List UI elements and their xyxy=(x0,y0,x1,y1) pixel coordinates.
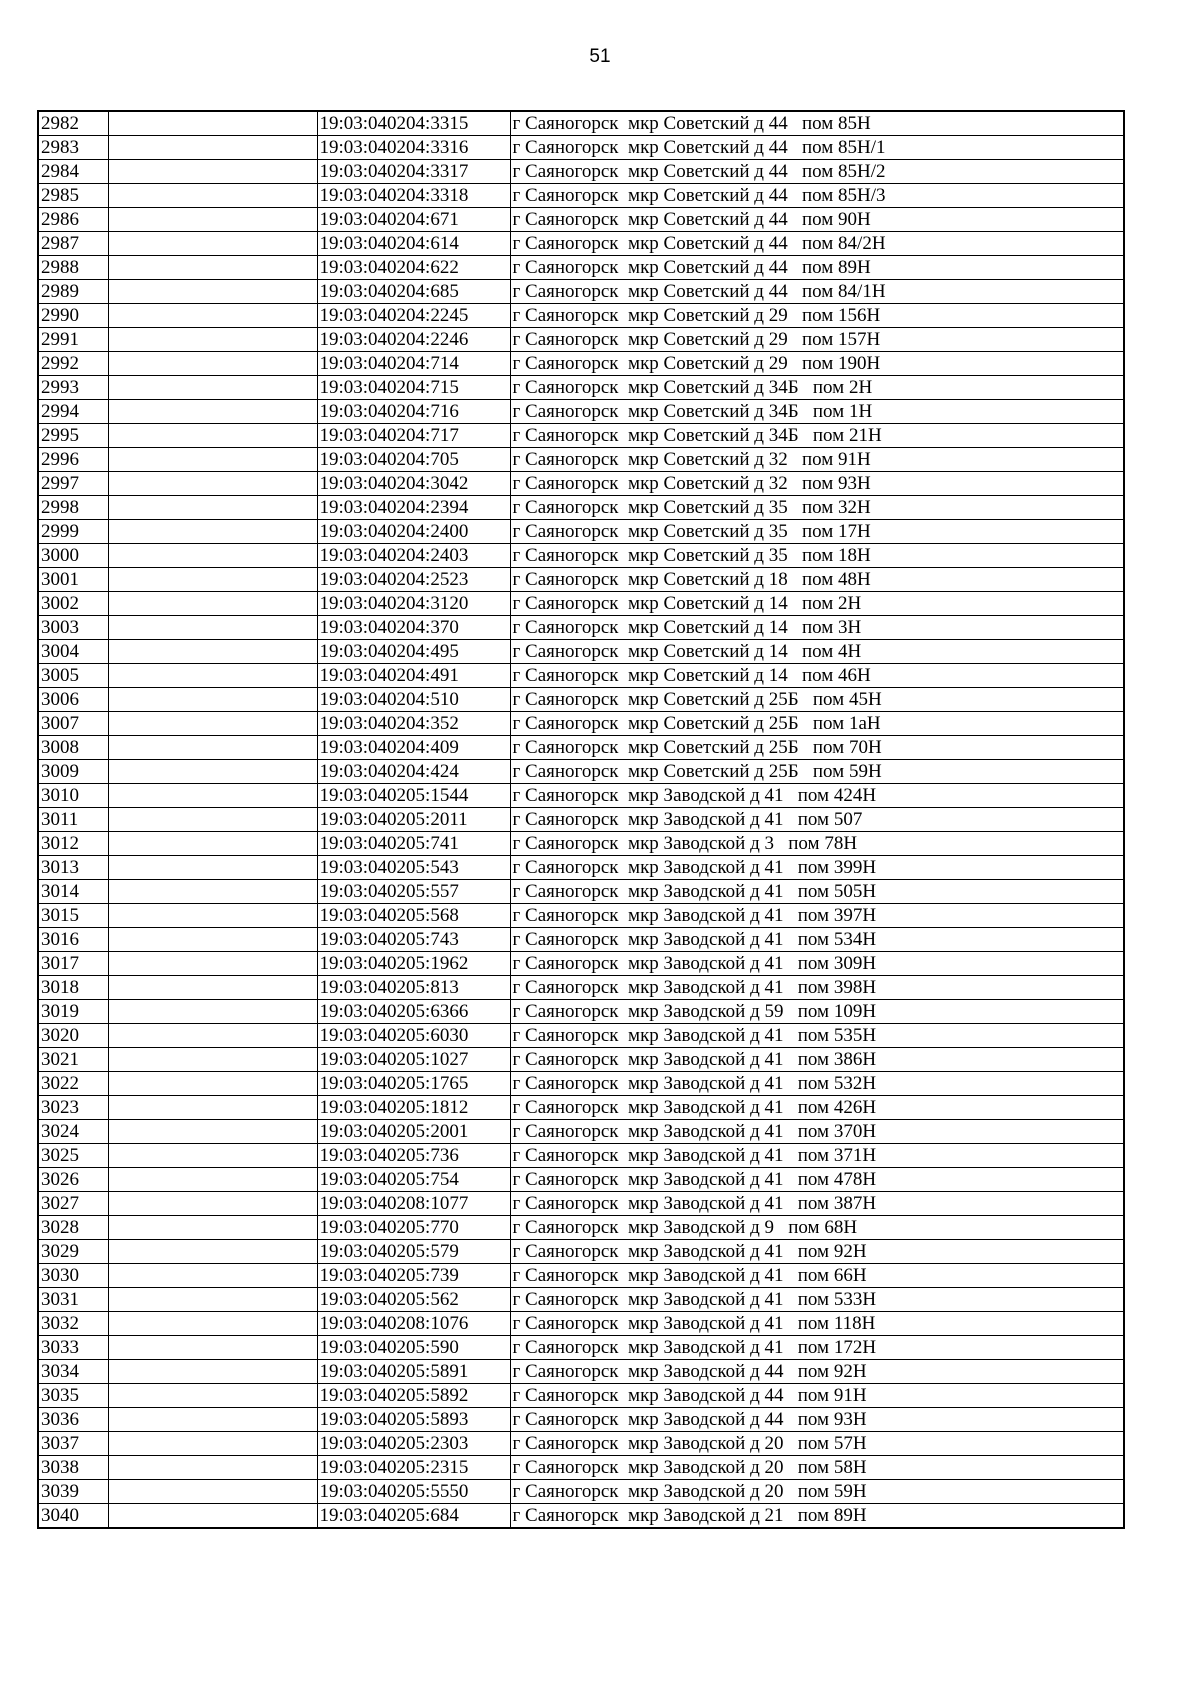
empty-cell xyxy=(108,256,317,280)
cadastral-number-cell: 19:03:040205:2315 xyxy=(317,1456,510,1480)
row-number-cell: 2988 xyxy=(38,256,108,280)
row-number-cell: 3014 xyxy=(38,880,108,904)
cadastral-number-cell: 19:03:040204:510 xyxy=(317,688,510,712)
table-row xyxy=(38,304,1124,328)
table-row xyxy=(38,1456,1124,1480)
cadastral-number-cell: 19:03:040205:6366 xyxy=(317,1000,510,1024)
row-number-cell: 3006 xyxy=(38,688,108,712)
table-row xyxy=(38,496,1124,520)
table-row xyxy=(38,376,1124,400)
empty-cell xyxy=(108,304,317,328)
table-row xyxy=(38,520,1124,544)
cadastral-number-cell: 19:03:040205:1544 xyxy=(317,784,510,808)
table-row xyxy=(38,1144,1124,1168)
cadastral-number-cell: 19:03:040204:409 xyxy=(317,736,510,760)
table-row xyxy=(38,232,1124,256)
address-cell: г Саяногорск мкр Советский д 35 пом 17Н xyxy=(510,520,1124,544)
empty-cell xyxy=(108,856,317,880)
row-number-cell: 3000 xyxy=(38,544,108,568)
empty-cell xyxy=(108,664,317,688)
cadastral-number-cell: 19:03:040204:705 xyxy=(317,448,510,472)
address-cell: г Саяногорск мкр Советский д 44 пом 89Н xyxy=(510,256,1124,280)
row-number-cell: 3016 xyxy=(38,928,108,952)
table-row xyxy=(38,1480,1124,1504)
cadastral-number-cell: 19:03:040205:1765 xyxy=(317,1072,510,1096)
empty-cell xyxy=(108,1504,317,1529)
empty-cell xyxy=(108,928,317,952)
cadastral-number-cell: 19:03:040205:1812 xyxy=(317,1096,510,1120)
empty-cell xyxy=(108,1000,317,1024)
row-number-cell: 2997 xyxy=(38,472,108,496)
empty-cell xyxy=(108,904,317,928)
cadastral-number-cell: 19:03:040204:424 xyxy=(317,760,510,784)
address-cell: г Саяногорск мкр Заводской д 20 пом 57Н xyxy=(510,1432,1124,1456)
empty-cell xyxy=(108,1288,317,1312)
row-number-cell: 3013 xyxy=(38,856,108,880)
table-row xyxy=(38,544,1124,568)
address-cell: г Саяногорск мкр Заводской д 41 пом 399Н xyxy=(510,856,1124,880)
table-row xyxy=(38,616,1124,640)
empty-cell xyxy=(108,1384,317,1408)
row-number-cell: 3027 xyxy=(38,1192,108,1216)
address-cell: г Саяногорск мкр Советский д 25Б пом 45Н xyxy=(510,688,1124,712)
row-number-cell: 2985 xyxy=(38,184,108,208)
table-row xyxy=(38,640,1124,664)
empty-cell xyxy=(108,184,317,208)
cadastral-number-cell: 19:03:040204:2523 xyxy=(317,568,510,592)
address-cell: г Саяногорск мкр Заводской д 44 пом 93Н xyxy=(510,1408,1124,1432)
empty-cell xyxy=(108,976,317,1000)
table-row xyxy=(38,1168,1124,1192)
cadastral-number-cell: 19:03:040205:543 xyxy=(317,856,510,880)
row-number-cell: 3040 xyxy=(38,1504,108,1529)
cadastral-number-cell: 19:03:040204:491 xyxy=(317,664,510,688)
row-number-cell: 3033 xyxy=(38,1336,108,1360)
table-row xyxy=(38,712,1124,736)
row-number-cell: 3034 xyxy=(38,1360,108,1384)
empty-cell xyxy=(108,136,317,160)
row-number-cell: 3022 xyxy=(38,1072,108,1096)
table-row xyxy=(38,784,1124,808)
table-row xyxy=(38,1384,1124,1408)
empty-cell xyxy=(108,1432,317,1456)
table-row xyxy=(38,1312,1124,1336)
table-row xyxy=(38,760,1124,784)
cadastral-number-cell: 19:03:040205:5891 xyxy=(317,1360,510,1384)
row-number-cell: 3008 xyxy=(38,736,108,760)
cadastral-number-cell: 19:03:040205:739 xyxy=(317,1264,510,1288)
address-cell: г Саяногорск мкр Советский д 44 пом 85Н/3 xyxy=(510,184,1124,208)
address-cell: г Саяногорск мкр Советский д 32 пом 91Н xyxy=(510,448,1124,472)
address-cell: г Саяногорск мкр Заводской д 41 пом 118Н xyxy=(510,1312,1124,1336)
address-cell: г Саяногорск мкр Советский д 29 пом 156Н xyxy=(510,304,1124,328)
address-cell: г Саяногорск мкр Советский д 44 пом 90Н xyxy=(510,208,1124,232)
row-number-cell: 2995 xyxy=(38,424,108,448)
row-number-cell: 3019 xyxy=(38,1000,108,1024)
address-cell: г Саяногорск мкр Заводской д 41 пом 535Н xyxy=(510,1024,1124,1048)
row-number-cell: 3021 xyxy=(38,1048,108,1072)
table-row xyxy=(38,736,1124,760)
address-cell: г Саяногорск мкр Заводской д 41 пом 387Н xyxy=(510,1192,1124,1216)
empty-cell xyxy=(108,1264,317,1288)
cadastral-number-cell: 19:03:040204:3317 xyxy=(317,160,510,184)
row-number-cell: 3002 xyxy=(38,592,108,616)
table-row xyxy=(38,1072,1124,1096)
address-cell: г Саяногорск мкр Заводской д 41 пом 426Н xyxy=(510,1096,1124,1120)
address-cell: г Саяногорск мкр Советский д 32 пом 93Н xyxy=(510,472,1124,496)
address-cell: г Саяногорск мкр Советский д 35 пом 32Н xyxy=(510,496,1124,520)
row-number-cell: 2998 xyxy=(38,496,108,520)
cadastral-number-cell: 19:03:040208:1076 xyxy=(317,1312,510,1336)
table-row xyxy=(38,448,1124,472)
table-row xyxy=(38,1024,1124,1048)
address-cell: г Саяногорск мкр Советский д 44 пом 84/1Н xyxy=(510,280,1124,304)
address-cell: г Саяногорск мкр Советский д 14 пом 2Н xyxy=(510,592,1124,616)
address-cell: г Саяногорск мкр Советский д 14 пом 3Н xyxy=(510,616,1124,640)
cadastral-number-cell: 19:03:040205:684 xyxy=(317,1504,510,1529)
row-number-cell: 3039 xyxy=(38,1480,108,1504)
row-number-cell: 2983 xyxy=(38,136,108,160)
row-number-cell: 2987 xyxy=(38,232,108,256)
empty-cell xyxy=(108,1168,317,1192)
table-row xyxy=(38,472,1124,496)
table-row xyxy=(38,592,1124,616)
table-row xyxy=(38,1408,1124,1432)
table-row xyxy=(38,352,1124,376)
empty-cell xyxy=(108,424,317,448)
empty-cell xyxy=(108,1072,317,1096)
table-row xyxy=(38,1240,1124,1264)
cadastral-number-cell: 19:03:040204:2394 xyxy=(317,496,510,520)
cadastral-number-cell: 19:03:040204:370 xyxy=(317,616,510,640)
row-number-cell: 3011 xyxy=(38,808,108,832)
address-cell: г Саяногорск мкр Советский д 25Б пом 59Н xyxy=(510,760,1124,784)
cadastral-number-cell: 19:03:040204:715 xyxy=(317,376,510,400)
address-cell: г Саяногорск мкр Заводской д 41 пом 505Н xyxy=(510,880,1124,904)
address-cell: г Саяногорск мкр Советский д 44 пом 85Н/1 xyxy=(510,136,1124,160)
registry-table-body xyxy=(38,111,1124,1528)
cadastral-number-cell: 19:03:040204:2245 xyxy=(317,304,510,328)
cadastral-number-cell: 19:03:040205:2001 xyxy=(317,1120,510,1144)
cadastral-number-cell: 19:03:040205:2303 xyxy=(317,1432,510,1456)
empty-cell xyxy=(108,1048,317,1072)
empty-cell xyxy=(108,1312,317,1336)
row-number-cell: 3031 xyxy=(38,1288,108,1312)
cadastral-number-cell: 19:03:040205:579 xyxy=(317,1240,510,1264)
empty-cell xyxy=(108,1216,317,1240)
empty-cell xyxy=(108,712,317,736)
row-number-cell: 3036 xyxy=(38,1408,108,1432)
row-number-cell: 2986 xyxy=(38,208,108,232)
table-row xyxy=(38,856,1124,880)
address-cell: г Саяногорск мкр Заводской д 41 пом 424Н xyxy=(510,784,1124,808)
empty-cell xyxy=(108,496,317,520)
table-row xyxy=(38,880,1124,904)
address-cell: г Саяногорск мкр Заводской д 41 пом 309Н xyxy=(510,952,1124,976)
table-row xyxy=(38,1360,1124,1384)
cadastral-number-cell: 19:03:040205:754 xyxy=(317,1168,510,1192)
cadastral-number-cell: 19:03:040204:3318 xyxy=(317,184,510,208)
cadastral-number-cell: 19:03:040204:671 xyxy=(317,208,510,232)
row-number-cell: 3032 xyxy=(38,1312,108,1336)
cadastral-number-cell: 19:03:040204:352 xyxy=(317,712,510,736)
cadastral-number-cell: 19:03:040204:2400 xyxy=(317,520,510,544)
address-cell: г Саяногорск мкр Советский д 44 пом 85Н xyxy=(510,111,1124,136)
cadastral-number-cell: 19:03:040205:5550 xyxy=(317,1480,510,1504)
cadastral-number-cell: 19:03:040205:1027 xyxy=(317,1048,510,1072)
row-number-cell: 3038 xyxy=(38,1456,108,1480)
row-number-cell: 3028 xyxy=(38,1216,108,1240)
address-cell: г Саяногорск мкр Заводской д 41 пом 66Н xyxy=(510,1264,1124,1288)
row-number-cell: 2992 xyxy=(38,352,108,376)
row-number-cell: 3018 xyxy=(38,976,108,1000)
table-row xyxy=(38,1096,1124,1120)
cadastral-number-cell: 19:03:040205:5893 xyxy=(317,1408,510,1432)
row-number-cell: 3015 xyxy=(38,904,108,928)
empty-cell xyxy=(108,1192,317,1216)
row-number-cell: 2994 xyxy=(38,400,108,424)
address-cell: г Саяногорск мкр Заводской д 20 пом 59Н xyxy=(510,1480,1124,1504)
empty-cell xyxy=(108,544,317,568)
row-number-cell: 3026 xyxy=(38,1168,108,1192)
table-row xyxy=(38,424,1124,448)
table-row xyxy=(38,832,1124,856)
cadastral-number-cell: 19:03:040205:590 xyxy=(317,1336,510,1360)
cadastral-number-cell: 19:03:040204:2246 xyxy=(317,328,510,352)
empty-cell xyxy=(108,400,317,424)
address-cell: г Саяногорск мкр Заводской д 41 пом 507 xyxy=(510,808,1124,832)
empty-cell xyxy=(108,688,317,712)
row-number-cell: 3029 xyxy=(38,1240,108,1264)
empty-cell xyxy=(108,760,317,784)
row-number-cell: 2999 xyxy=(38,520,108,544)
empty-cell xyxy=(108,1096,317,1120)
row-number-cell: 3017 xyxy=(38,952,108,976)
address-cell: г Саяногорск мкр Заводской д 41 пом 92Н xyxy=(510,1240,1124,1264)
empty-cell xyxy=(108,352,317,376)
empty-cell xyxy=(108,376,317,400)
table-row xyxy=(38,111,1124,136)
row-number-cell: 2996 xyxy=(38,448,108,472)
cadastral-number-cell: 19:03:040204:716 xyxy=(317,400,510,424)
table-row xyxy=(38,136,1124,160)
cadastral-number-cell: 19:03:040204:3315 xyxy=(317,111,510,136)
cadastral-number-cell: 19:03:040205:743 xyxy=(317,928,510,952)
table-row xyxy=(38,1504,1124,1529)
cadastral-number-cell: 19:03:040204:3316 xyxy=(317,136,510,160)
empty-cell xyxy=(108,784,317,808)
row-number-cell: 2982 xyxy=(38,111,108,136)
table-row xyxy=(38,160,1124,184)
cadastral-number-cell: 19:03:040205:5892 xyxy=(317,1384,510,1408)
empty-cell xyxy=(108,1144,317,1168)
address-cell: г Саяногорск мкр Заводской д 21 пом 89Н xyxy=(510,1504,1124,1529)
empty-cell xyxy=(108,880,317,904)
table-row xyxy=(38,928,1124,952)
cadastral-number-cell: 19:03:040205:568 xyxy=(317,904,510,928)
address-cell: г Саяногорск мкр Заводской д 41 пом 172Н xyxy=(510,1336,1124,1360)
table-row xyxy=(38,1288,1124,1312)
cadastral-number-cell: 19:03:040204:3042 xyxy=(317,472,510,496)
row-number-cell: 3025 xyxy=(38,1144,108,1168)
address-cell: г Саяногорск мкр Советский д 34Б пом 2Н xyxy=(510,376,1124,400)
table-row xyxy=(38,1192,1124,1216)
address-cell: г Саяногорск мкр Заводской д 41 пом 386Н xyxy=(510,1048,1124,1072)
row-number-cell: 3030 xyxy=(38,1264,108,1288)
empty-cell xyxy=(108,111,317,136)
address-cell: г Саяногорск мкр Советский д 18 пом 48Н xyxy=(510,568,1124,592)
address-cell: г Саяногорск мкр Заводской д 20 пом 58Н xyxy=(510,1456,1124,1480)
table-row xyxy=(38,400,1124,424)
empty-cell xyxy=(108,520,317,544)
table-row xyxy=(38,952,1124,976)
table-row xyxy=(38,256,1124,280)
empty-cell xyxy=(108,160,317,184)
cadastral-number-cell: 19:03:040205:6030 xyxy=(317,1024,510,1048)
cadastral-number-cell: 19:03:040205:2011 xyxy=(317,808,510,832)
empty-cell xyxy=(108,808,317,832)
table-row xyxy=(38,1120,1124,1144)
address-cell: г Саяногорск мкр Советский д 34Б пом 21Н xyxy=(510,424,1124,448)
row-number-cell: 3023 xyxy=(38,1096,108,1120)
table-row xyxy=(38,1048,1124,1072)
empty-cell xyxy=(108,472,317,496)
cadastral-number-cell: 19:03:040204:717 xyxy=(317,424,510,448)
empty-cell xyxy=(108,1024,317,1048)
address-cell: г Саяногорск мкр Заводской д 3 пом 78Н xyxy=(510,832,1124,856)
row-number-cell: 3020 xyxy=(38,1024,108,1048)
cadastral-number-cell: 19:03:040205:813 xyxy=(317,976,510,1000)
cadastral-number-cell: 19:03:040204:614 xyxy=(317,232,510,256)
cadastral-number-cell: 19:03:040205:741 xyxy=(317,832,510,856)
empty-cell xyxy=(108,1480,317,1504)
address-cell: г Саяногорск мкр Заводской д 44 пом 92Н xyxy=(510,1360,1124,1384)
row-number-cell: 2984 xyxy=(38,160,108,184)
empty-cell xyxy=(108,1240,317,1264)
address-cell: г Саяногорск мкр Советский д 34Б пом 1Н xyxy=(510,400,1124,424)
address-cell: г Саяногорск мкр Советский д 35 пом 18Н xyxy=(510,544,1124,568)
row-number-cell: 3010 xyxy=(38,784,108,808)
table-row xyxy=(38,904,1124,928)
address-cell: г Саяногорск мкр Советский д 44 пом 84/2Н xyxy=(510,232,1124,256)
row-number-cell: 3012 xyxy=(38,832,108,856)
address-cell: г Саяногорск мкр Советский д 25Б пом 1аН xyxy=(510,712,1124,736)
empty-cell xyxy=(108,1120,317,1144)
address-cell: г Саяногорск мкр Заводской д 59 пом 109Н xyxy=(510,1000,1124,1024)
row-number-cell: 3001 xyxy=(38,568,108,592)
address-cell: г Саяногорск мкр Заводской д 41 пом 478Н xyxy=(510,1168,1124,1192)
cadastral-number-cell: 19:03:040204:2403 xyxy=(317,544,510,568)
row-number-cell: 3035 xyxy=(38,1384,108,1408)
empty-cell xyxy=(108,208,317,232)
cadastral-number-cell: 19:03:040208:1077 xyxy=(317,1192,510,1216)
row-number-cell: 2990 xyxy=(38,304,108,328)
empty-cell xyxy=(108,328,317,352)
address-cell: г Саяногорск мкр Заводской д 41 пом 398Н xyxy=(510,976,1124,1000)
registry-table xyxy=(37,110,1125,1529)
row-number-cell: 3003 xyxy=(38,616,108,640)
empty-cell xyxy=(108,640,317,664)
cadastral-number-cell: 19:03:040205:557 xyxy=(317,880,510,904)
cadastral-number-cell: 19:03:040205:770 xyxy=(317,1216,510,1240)
page-number: 51 xyxy=(589,46,611,67)
table-row xyxy=(38,1264,1124,1288)
table-row xyxy=(38,184,1124,208)
cadastral-number-cell: 19:03:040204:685 xyxy=(317,280,510,304)
cadastral-number-cell: 19:03:040205:1962 xyxy=(317,952,510,976)
empty-cell xyxy=(108,1360,317,1384)
table-row xyxy=(38,1000,1124,1024)
row-number-cell: 2991 xyxy=(38,328,108,352)
table-row xyxy=(38,208,1124,232)
address-cell: г Саяногорск мкр Заводской д 41 пом 371Н xyxy=(510,1144,1124,1168)
empty-cell xyxy=(108,568,317,592)
row-number-cell: 3005 xyxy=(38,664,108,688)
table-row xyxy=(38,664,1124,688)
table-row xyxy=(38,328,1124,352)
empty-cell xyxy=(108,1456,317,1480)
address-cell: г Саяногорск мкр Советский д 44 пом 85Н/2 xyxy=(510,160,1124,184)
table-row xyxy=(38,1216,1124,1240)
row-number-cell: 3024 xyxy=(38,1120,108,1144)
table-row xyxy=(38,976,1124,1000)
address-cell: г Саяногорск мкр Заводской д 41 пом 533Н xyxy=(510,1288,1124,1312)
empty-cell xyxy=(108,1408,317,1432)
cadastral-number-cell: 19:03:040205:562 xyxy=(317,1288,510,1312)
cadastral-number-cell: 19:03:040204:714 xyxy=(317,352,510,376)
row-number-cell: 3007 xyxy=(38,712,108,736)
row-number-cell: 2993 xyxy=(38,376,108,400)
empty-cell xyxy=(108,592,317,616)
address-cell: г Саяногорск мкр Заводской д 44 пом 91Н xyxy=(510,1384,1124,1408)
empty-cell xyxy=(108,952,317,976)
cadastral-number-cell: 19:03:040204:622 xyxy=(317,256,510,280)
address-cell: г Саяногорск мкр Заводской д 41 пом 397Н xyxy=(510,904,1124,928)
address-cell: г Саяногорск мкр Советский д 29 пом 157Н xyxy=(510,328,1124,352)
address-cell: г Саяногорск мкр Советский д 14 пом 46Н xyxy=(510,664,1124,688)
table-row xyxy=(38,808,1124,832)
table-row xyxy=(38,688,1124,712)
row-number-cell: 2989 xyxy=(38,280,108,304)
table-row xyxy=(38,280,1124,304)
empty-cell xyxy=(108,1336,317,1360)
table-row xyxy=(38,568,1124,592)
address-cell: г Саяногорск мкр Советский д 29 пом 190Н xyxy=(510,352,1124,376)
table-row xyxy=(38,1432,1124,1456)
address-cell: г Саяногорск мкр Заводской д 41 пом 370Н xyxy=(510,1120,1124,1144)
address-cell: г Саяногорск мкр Заводской д 41 пом 532Н xyxy=(510,1072,1124,1096)
address-cell: г Саяногорск мкр Заводской д 41 пом 534Н xyxy=(510,928,1124,952)
empty-cell xyxy=(108,736,317,760)
empty-cell xyxy=(108,616,317,640)
empty-cell xyxy=(108,832,317,856)
row-number-cell: 3004 xyxy=(38,640,108,664)
address-cell: г Саяногорск мкр Советский д 14 пом 4Н xyxy=(510,640,1124,664)
empty-cell xyxy=(108,448,317,472)
address-cell: г Саяногорск мкр Советский д 25Б пом 70Н xyxy=(510,736,1124,760)
empty-cell xyxy=(108,232,317,256)
address-cell: г Саяногорск мкр Заводской д 9 пом 68Н xyxy=(510,1216,1124,1240)
empty-cell xyxy=(108,280,317,304)
row-number-cell: 3009 xyxy=(38,760,108,784)
cadastral-number-cell: 19:03:040204:495 xyxy=(317,640,510,664)
cadastral-number-cell: 19:03:040205:736 xyxy=(317,1144,510,1168)
table-row xyxy=(38,1336,1124,1360)
row-number-cell: 3037 xyxy=(38,1432,108,1456)
cadastral-number-cell: 19:03:040204:3120 xyxy=(317,592,510,616)
